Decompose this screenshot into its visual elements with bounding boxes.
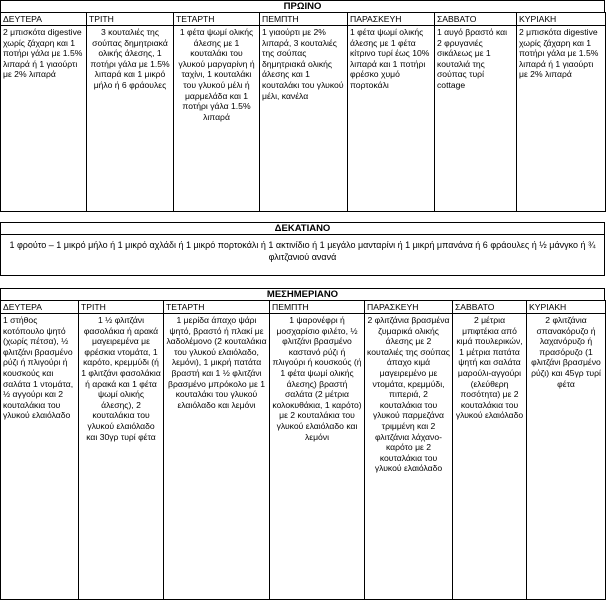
lunch-saturday-meal: 2 μέτρια μπιφτέκια από κιμά πουλερικών, 1 μέτρια πατάτα ψητή και σαλάτα μαρούλι-αγγούρι (ελεύθερη ποσότητα) με 2 κουταλάκια του γλυκού ελαιόλαδο [453, 314, 527, 600]
breakfast-monday-meal: 2 μπισκότα digestive χωρίς ζάχαρη και 1 ποτήρι γάλα με 1.5% λιπαρά ή 1 γιαούρτι με 2% λιπαρά [1, 26, 87, 212]
lunch-friday-meal: 2 φλιτζάνια βρασμένα ζυμαρικά ολικής άλεσης με 2 κουταλιές της σούπας άπαχο κιμά μαγειρεμένο με ντομάτα, κρεμμύδι, πιπεριά, 2 κουταλάκια του γλυκού παρμεζάνα τριμμένη και 2 φλιτζάνια λάχανο-καρότο με 2 κουταλάκια του γλυκού ελαιόλαδο [365, 314, 453, 600]
snack-title: ΔΕΚΑΤΙΑΝΟ [0, 222, 605, 234]
lunch-day-thursday: ΠΕΜΠΤΗ [270, 301, 365, 314]
breakfast-sunday-meal: 2 μπισκότα digestive χωρίς ζάχαρη και 1 ποτήρι γάλα με 1.5% λιπαρά ή 1 γιαούρτι με 2% λιπαρά [517, 26, 606, 212]
lunch-header-row [1, 301, 606, 314]
breakfast-day-monday: ΔΕΥΤΕΡΑ [1, 13, 87, 26]
lunch-sunday-meal: 2 φλιτζάνια σπανακόρυζο ή λαχανόρυζο ή πρασόρυζο (1 φλιτζάνι βρασμένο ρύζι) και 45γρ τυρί φέτα [527, 314, 606, 600]
lunch-day-saturday: ΣΑΒΒΑΤΟ [453, 301, 527, 314]
breakfast-header-row [1, 13, 606, 26]
breakfast-day-thursday: ΠΕΜΠΤΗ [260, 13, 348, 26]
breakfast-thursday-meal: 1 γιαούρτι με 2% λιπαρά, 3 κουταλιές της σούπας δημητριακά ολικής άλεσης και 1 κουταλάκι του γλυκού μέλι, κανέλα [260, 26, 348, 212]
breakfast-day-sunday: ΚΥΡΙΑΚΗ [517, 13, 606, 26]
breakfast-friday-meal: 1 φέτα ψωμί ολικής άλεσης με 1 φέτα κίτρινο τυρί έως 10% λιπαρά και 1 ποτήρι φρέσκο χυμό πορτοκάλι [348, 26, 435, 212]
lunch-day-tuesday: ΤΡΙΤΗ [79, 301, 164, 314]
lunch-day-monday: ΔΕΥΤΕΡΑ [1, 301, 79, 314]
breakfast-tuesday-meal: 3 κουταλιές της σούπας δημητριακά ολικής άλεσης, 1 ποτήρι γάλα με 1.5% λιπαρά και 1 μικρό μήλο ή 6 φράουλες [87, 26, 174, 212]
lunch-thursday-meal: 1 ψαρονέφρι ή μοσχαρίσιο φιλέτο, ½ φλιτζάνι βρασμένο καστανό ρύζι ή πλιγούρι ή κουσκούς (ή 1 φέτα ψωμί ολικής άλεσης) βραστή σαλάτα (2 μέτρια κολοκυθάκια, 1 καρότο) με 2 κουταλάκια του γλυκού ελαιόλαδο και λεμόνι [270, 314, 365, 600]
lunch-day-sunday: ΚΥΡΙΑΚΗ [527, 301, 606, 314]
lunch-wednesday-meal: 1 μερίδα άπαχο ψάρι ψητό, βραστό ή πλακί με λαδολέμονο (2 κουταλάκια του γλυκού ελαιόλαδο, λεμόνι), 1 μικρή πατάτα βραστή και 1 ½ φλιτζάνι βρασμένο μπρόκολο με 1 κουταλάκι του γλυκού ελαιόλαδο και λεμόνι [164, 314, 270, 600]
snack-text: 1 φρούτο – 1 μικρό μήλο ή 1 μικρό αχλάδι ή 1 μικρό πορτοκάλι ή 1 ακτινίδιο ή 1 μεγάλο μανταρίνι ή 1 μικρή μπανάνα ή 6 φράουλες ή ½ μάνγκο ή ¾ φλιτζανιού ανανά [9, 240, 596, 262]
breakfast-saturday-meal: 1 αυγό βραστό και 2 φρυγανιές σικάλεως με 1 κουταλιά της σούπας τυρί cottage [435, 26, 517, 212]
lunch-tuesday-meal: 1 ½ φλιτζάνι φασολάκια ή αρακά μαγειρεμένα με φρέσκια ντομάτα, 1 καρότο, κρεμμύδι (ή 1 φλιτζάνι φασολάκια ή αρακά και 1 φέτα ψωμί ολικής άλεσης), 2 κουταλάκια του γλυκού ελαιόλαδο και 30γρ τυρί φέτα [79, 314, 164, 600]
breakfast-table [0, 12, 606, 212]
breakfast-wednesday-meal: 1 φέτα ψωμί ολικής άλεσης με 1 κουταλάκι του γλυκού μαργαρίνη ή ταχίνι, 1 κουταλάκι του γλυκού μέλι ή μαρμελάδα και 1 ποτήρι γάλα 1.5% λιπαρά [174, 26, 260, 212]
lunch-monday-meal: 1 στήθος κοτόπουλο ψητό (χωρίς πέτσα), ½ φλιτζάνι βρασμένο ρύζι ή πλιγούρι ή κουσκούς και σαλάτα 1 ντομάτα, ½ αγγούρι και 2 κουταλάκια του γλυκού ελαιόλαδο [1, 314, 79, 600]
lunch-title: ΜΕΣΗΜΕΡΙΑΝΟ [0, 288, 605, 300]
snack-box [0, 234, 605, 276]
breakfast-title: ΠΡΩΙΝΟ [0, 0, 605, 12]
breakfast-day-friday: ΠΑΡΑΣΚΕΥΗ [348, 13, 435, 26]
breakfast-day-saturday: ΣΑΒΒΑΤΟ [435, 13, 517, 26]
lunch-meals-row [1, 314, 606, 600]
lunch-day-wednesday: ΤΕΤΑΡΤΗ [164, 301, 270, 314]
lunch-day-friday: ΠΑΡΑΣΚΕΥΗ [365, 301, 453, 314]
breakfast-day-wednesday: ΤΕΤΑΡΤΗ [174, 13, 260, 26]
breakfast-meals-row [1, 26, 606, 212]
breakfast-day-tuesday: ΤΡΙΤΗ [87, 13, 174, 26]
lunch-table [0, 300, 606, 600]
